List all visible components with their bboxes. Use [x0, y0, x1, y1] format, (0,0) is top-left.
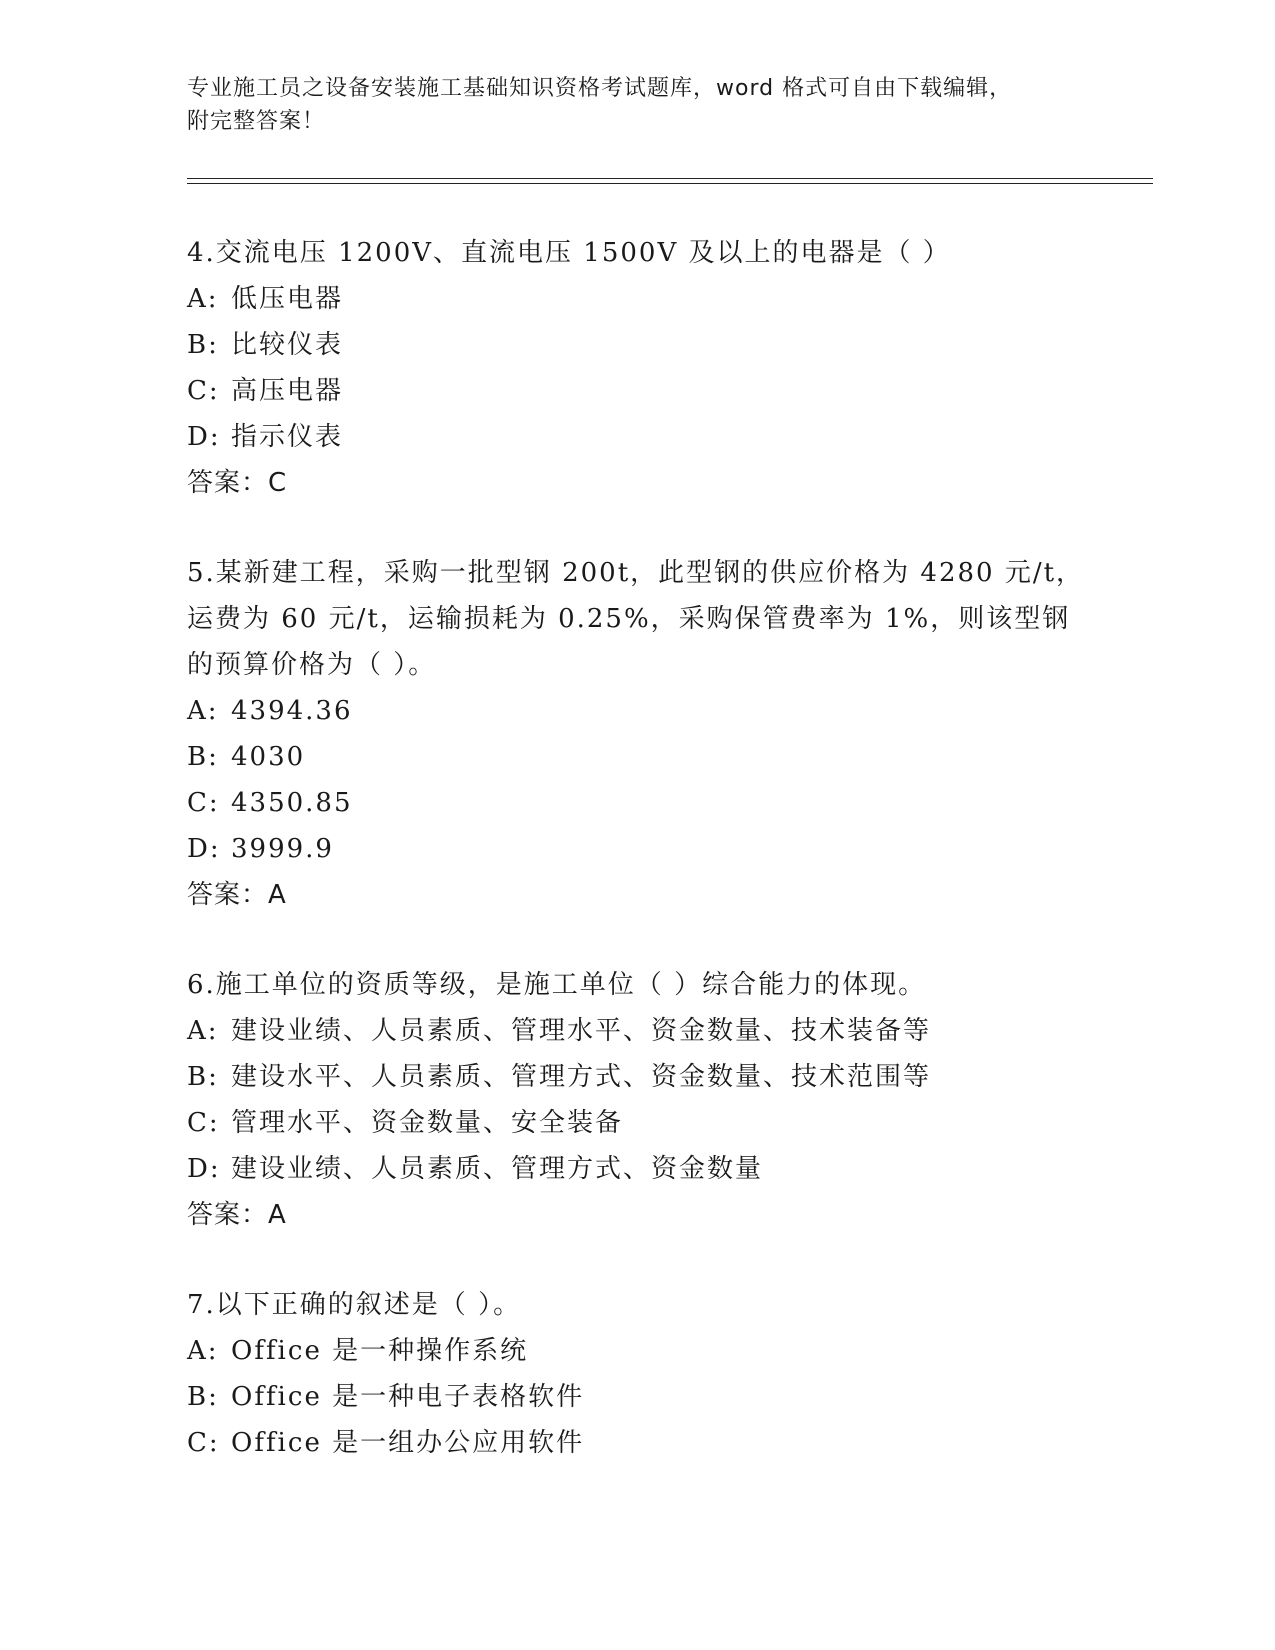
option-text: 4350.85 — [231, 788, 353, 818]
option-c — [187, 1100, 1087, 1146]
option-letter: A: — [187, 696, 219, 726]
option-a — [187, 276, 1087, 322]
question-stem-line-3: 的预算价格为（ ）。 — [187, 650, 437, 680]
option-text: 建设水平、人员素质、管理方式、资金数量、技术范围等 — [231, 1062, 932, 1092]
option-letter: D: — [187, 1154, 221, 1184]
question-stem: 7.以下正确的叙述是（ ）。 — [187, 1290, 522, 1320]
answer: 答案：A — [187, 1200, 287, 1230]
option-a — [187, 1008, 1087, 1054]
question-5 — [187, 550, 1087, 918]
option-b — [187, 322, 1087, 368]
option-letter: D: — [187, 422, 221, 452]
option-text: 建设业绩、人员素质、管理水平、资金数量、技术装备等 — [231, 1016, 932, 1046]
option-letter: C: — [187, 1428, 220, 1458]
answer: 答案：C — [187, 468, 288, 498]
option-d — [187, 1146, 1087, 1192]
option-letter: C: — [187, 788, 220, 818]
option-letter: B: — [187, 1382, 219, 1412]
option-b — [187, 1054, 1087, 1100]
option-letter: A: — [187, 284, 219, 314]
question-stem-line-2: 运费为 60 元/t，运输损耗为 0.25%，采购保管费率为 1%，则该型钢 — [187, 604, 1071, 634]
question-stem-line-1: 5.某新建工程，采购一批型钢 200t，此型钢的供应价格为 4280 元/t， — [187, 558, 1085, 588]
option-a — [187, 1328, 1087, 1374]
document-header — [187, 72, 1067, 138]
option-d — [187, 826, 1087, 872]
question-7 — [187, 1282, 1087, 1466]
header-line-2: 附完整答案！ — [187, 109, 326, 134]
option-text: 高压电器 — [231, 376, 344, 406]
option-text: Office 是一组办公应用软件 — [231, 1428, 585, 1458]
answer: 答案：A — [187, 880, 287, 910]
option-b — [187, 1374, 1087, 1420]
header-divider-bottom — [187, 183, 1153, 184]
option-c — [187, 368, 1087, 414]
option-letter: D: — [187, 834, 221, 864]
option-text: 比较仪表 — [231, 330, 344, 360]
option-letter: C: — [187, 376, 220, 406]
option-letter: B: — [187, 742, 219, 772]
option-text: Office 是一种操作系统 — [231, 1336, 529, 1366]
header-line-1: 专业施工员之设备安装施工基础知识资格考试题库，word 格式可自由下载编辑， — [187, 76, 1013, 101]
option-letter: B: — [187, 330, 219, 360]
option-letter: B: — [187, 1062, 219, 1092]
option-text: 4030 — [231, 742, 306, 772]
option-d — [187, 414, 1087, 460]
question-stem: 4.交流电压 1200V、直流电压 1500V 及以上的电器是（ ） — [187, 238, 951, 268]
option-text: 指示仪表 — [231, 422, 344, 452]
option-c — [187, 1420, 1087, 1466]
option-c — [187, 780, 1087, 826]
option-text: 建设业绩、人员素质、管理方式、资金数量 — [231, 1154, 764, 1184]
option-letter: A: — [187, 1016, 219, 1046]
option-text: 低压电器 — [231, 284, 344, 314]
option-letter: C: — [187, 1108, 220, 1138]
option-text: 4394.36 — [231, 696, 353, 726]
header-divider-top — [187, 178, 1153, 179]
option-text: 3999.9 — [231, 834, 334, 864]
question-6 — [187, 962, 1087, 1238]
question-4 — [187, 230, 1087, 506]
option-a — [187, 688, 1087, 734]
option-text: 管理水平、资金数量、安全装备 — [231, 1108, 624, 1138]
question-stem: 6.施工单位的资质等级，是施工单位（ ）综合能力的体现。 — [187, 970, 927, 1000]
option-text: Office 是一种电子表格软件 — [231, 1382, 585, 1412]
option-b — [187, 734, 1087, 780]
question-list — [187, 230, 1087, 1510]
option-letter: A: — [187, 1336, 219, 1366]
